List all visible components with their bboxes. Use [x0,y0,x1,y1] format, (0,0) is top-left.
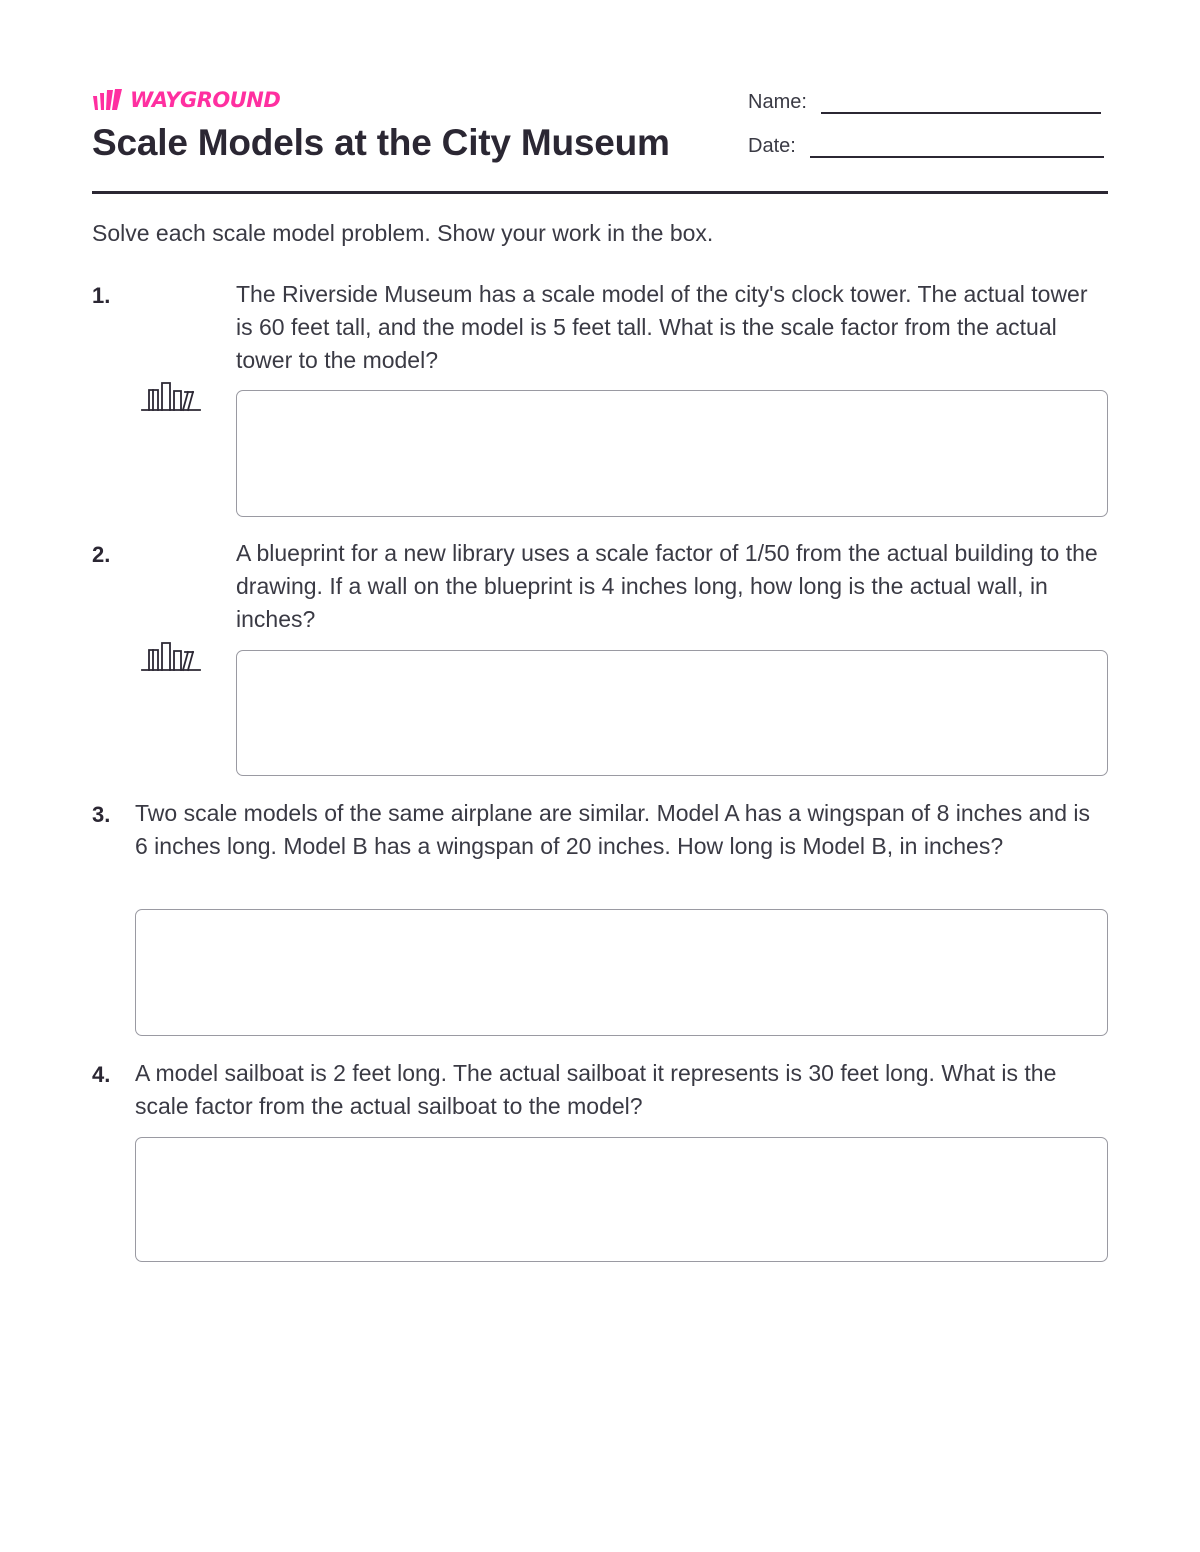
logo-text: WAYGROUND [130,88,281,112]
header-divider [92,191,1108,194]
logo-mark-icon [92,88,126,112]
date-input-line[interactable] [810,134,1104,158]
answer-box-4[interactable] [135,1137,1108,1262]
instructions: Solve each scale model problem. Show your work in the box. [92,220,714,246]
date-label: Date: [748,135,796,157]
question-2-text: A blueprint for a new library uses a scale factor of 1/50 from the actual building to the drawing. If a wall on the blueprint is 4 inches long, how long is the actual wall, in inches? [236,540,1098,632]
question-4-text: A model sailboat is 2 feet long. The actual sailboat it represents is 30 feet long. What is the scale factor from the actual sailboat to the model? [135,1060,1057,1119]
question-3-number: 3. [92,802,111,827]
wayground-logo [92,86,280,114]
museum-icon [141,640,201,672]
name-field [748,90,1101,114]
answer-box-2[interactable] [236,650,1108,776]
question-1-number: 1. [92,283,111,308]
question-1-text: The Riverside Museum has a scale model of the city's clock tower. The actual tower is 60 feet tall, and the model is 5 feet tall. What is the scale factor from the actual tower to the model? [236,281,1088,373]
museum-icon [141,380,201,412]
answer-box-1[interactable] [236,390,1108,517]
date-field [748,134,1104,158]
question-4-number: 4. [92,1062,111,1087]
answer-box-3[interactable] [135,909,1108,1036]
name-input-line[interactable] [821,90,1101,114]
question-2-number: 2. [92,542,111,567]
name-label: Name: [748,91,807,113]
question-3-text: Two scale models of the same airplane are similar. Model A has a wingspan of 8 inches and is 6 inches long. Model B has a wingspan of 20 inches. How long is Model B, in inches? [135,800,1091,859]
page-title: Scale Models at the City Museum [92,122,670,163]
